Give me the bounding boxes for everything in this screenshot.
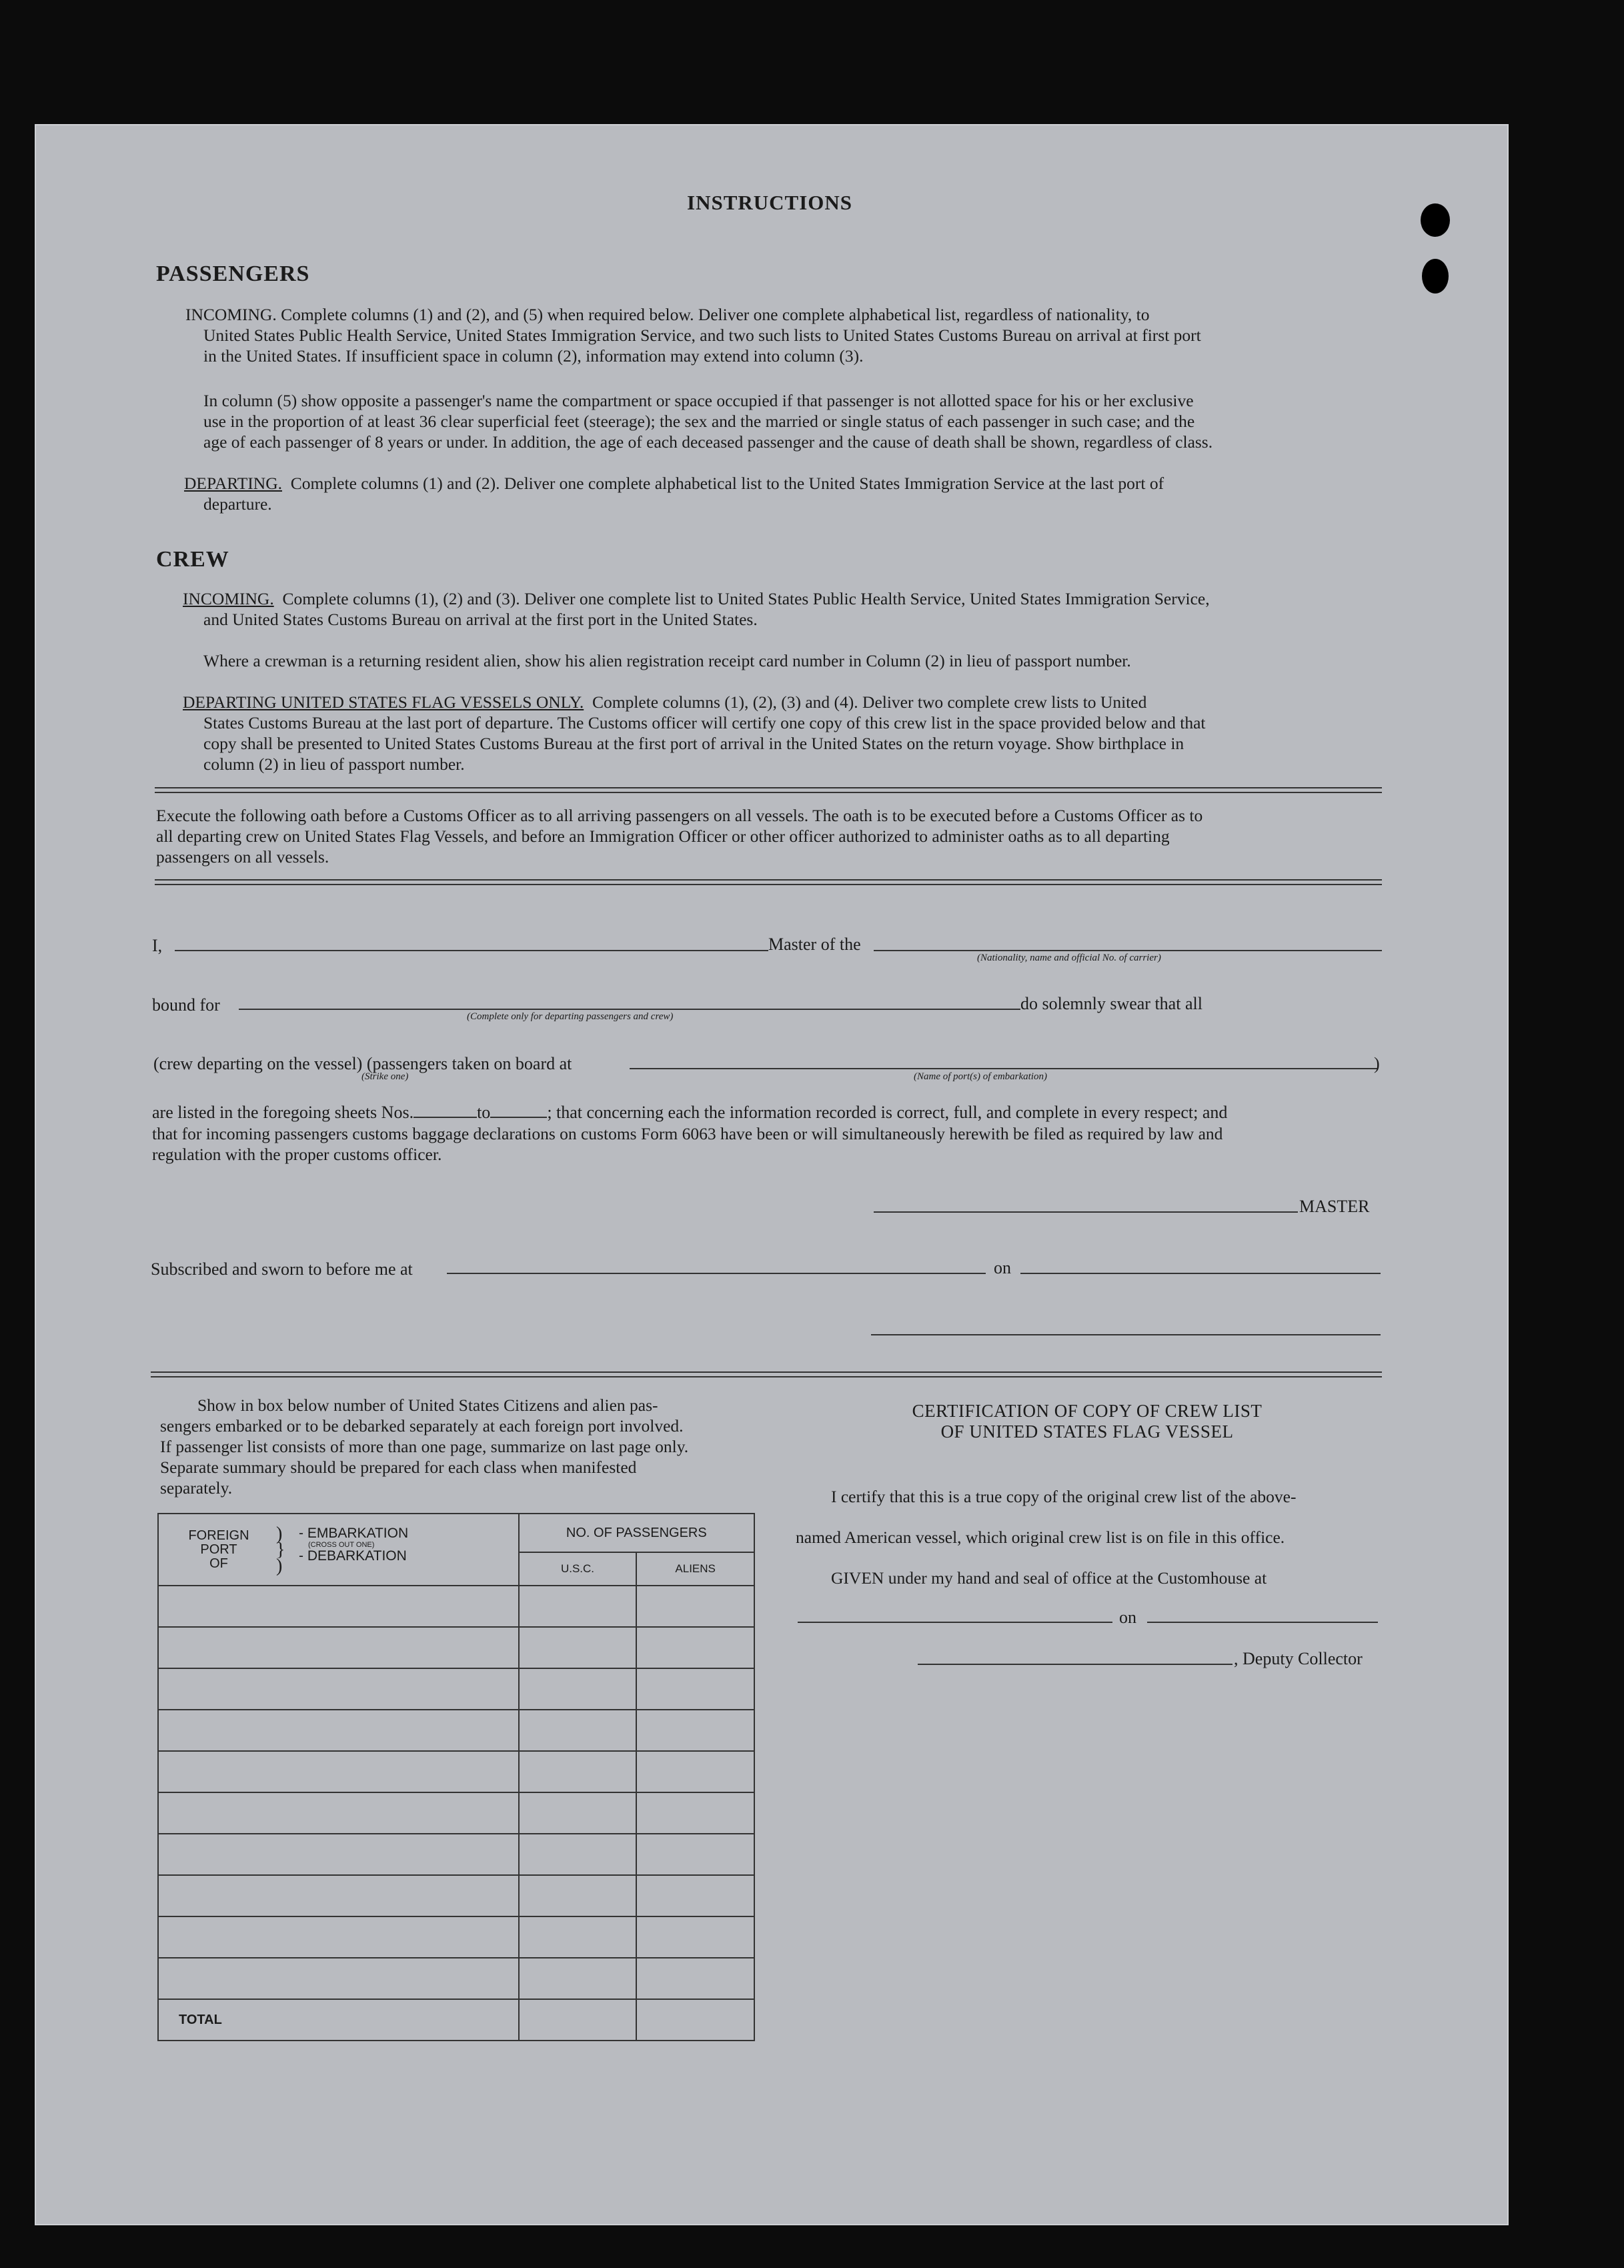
usc-cell[interactable] [519,1627,637,1668]
passenger-summary-table [157,1513,755,2041]
table-row [158,1668,754,1710]
port-cell[interactable] [158,1916,519,1958]
subscribed-date-field[interactable] [1020,1273,1381,1274]
foreign-port-of-header [179,1529,259,1571]
port-header-cell [158,1514,519,1586]
listed-line [152,1103,1383,1123]
summary-line5: separately. [160,1478,233,1498]
table-row [158,1792,754,1834]
swear-text: do solemnly swear that all [1020,994,1202,1013]
of-label: OF [209,1556,228,1571]
aliens-cell[interactable] [636,1751,754,1792]
crew-passengers-text: (crew departing on the vessel) (passengers taken on board at [153,1054,572,1073]
crew-departing-line2: States Customs Bureau at the last port of departure. The Customs officer will certify one copy of this crew list in the space provided below and that [203,713,1206,732]
usc-header: U.S.C. [519,1552,637,1586]
aliens-cell[interactable] [636,1710,754,1751]
divider-1 [155,787,1382,793]
customhouse-field[interactable] [798,1622,1112,1623]
table-row [158,1751,754,1792]
table-row [158,1958,754,1999]
master-name-field[interactable] [175,950,768,951]
aliens-cell[interactable] [636,1916,754,1958]
listed-rest: ; that concerning each the information recorded is correct, full, and complete in every respect; and [547,1103,1228,1122]
embarkation-ports-field[interactable] [630,1068,1378,1069]
certification-title-line2: OF UNITED STATES FLAG VESSEL [940,1422,1234,1442]
sheet-from-field[interactable] [414,1105,477,1118]
debarkation-label: - DEBARKATION [299,1548,407,1564]
oath-line3: regulation with the proper customs officer. [152,1145,442,1164]
summary-line4: Separate summary should be prepared for each class when manifested [160,1458,637,1477]
aliens-header: ALIENS [636,1552,754,1586]
master-of-the-label: Master of the [768,935,861,954]
usc-cell[interactable] [519,1792,637,1834]
port-cell[interactable] [158,1710,519,1751]
port-cell[interactable] [158,1834,519,1875]
usc-cell[interactable] [519,1916,637,1958]
crew-departing-line1: Complete columns (1), (2), (3) and (4). Deliver two complete crew lists to United [592,692,1147,712]
passengers-heading: PASSENGERS [156,261,310,286]
col5-line3: age of each passenger of 8 years or under. In addition, the age of each deceased passenger and the cause of death shall be shown, regardless of class. [203,432,1213,452]
passengers-departing-line2: departure. [203,494,272,514]
table-row [158,1834,754,1875]
total-aliens-cell[interactable] [636,1999,754,2041]
summary-line3: If passenger list consists of more than one page, summarize on last page only. [160,1437,689,1456]
port-label: PORT [200,1542,237,1557]
crew-incoming-line2: and United States Customs Bureau on arrival at the first port in the United States. [203,610,758,629]
foreign-label: FOREIGN [188,1528,249,1543]
subscribed-label: Subscribed and sworn to before me at [151,1259,413,1279]
embark-debark-labels [299,1526,408,1564]
col5-line2: use in the proportion of at least 36 clear superficial feet (steerage); the sex and the married or single status of each passenger in such case; and the [203,412,1195,431]
officer-signature-field[interactable] [871,1334,1381,1335]
certification-line2: named American vessel, which original crew list is on file in this office. [796,1528,1285,1547]
cross-out-note: (CROSS OUT ONE) [308,1541,375,1549]
usc-cell[interactable] [519,1710,637,1751]
port-cell[interactable] [158,1875,519,1916]
listed-start: are listed in the foregoing sheets Nos. [152,1103,414,1122]
table-row [158,1710,754,1751]
usc-cell[interactable] [519,1958,637,1999]
aliens-cell[interactable] [636,1875,754,1916]
punch-hole-top [1421,203,1450,237]
port-cell[interactable] [158,1792,519,1834]
usc-cell[interactable] [519,1875,637,1916]
sheet-to-field[interactable] [490,1105,547,1118]
oath-i: I, [152,936,163,955]
oath-intro-line2: all departing crew on United States Flag Vessels, and before an Immigration Officer or other officer authorized to administer oaths as to all departing [156,826,1170,846]
deputy-collector-label: , Deputy Collector [1234,1649,1363,1668]
table-row [158,1627,754,1668]
brace-glyph: ) } ) [276,1524,285,1576]
table-row [158,1916,754,1958]
crew-departing-line3: copy shall be presented to United States Customs Bureau at the first port of arrival in the United States on the return voyage. Show birthplace in [203,734,1184,753]
passengers-incoming-label: INCOMING. [185,305,277,324]
passengers-incoming-line2: United States Public Health Service, United States Immigration Service, and two such lists to United States Customs Bureau on arrival at first port [203,326,1201,345]
oath-line2: that for incoming passengers customs baggage declarations on customs Form 6063 have been or will simultaneously herewith be filed as required by law and [152,1124,1223,1143]
divider-3 [151,1371,1382,1377]
master-label: MASTER [1299,1197,1370,1216]
crew-departing [183,692,1386,712]
certification-line1: I certify that this is a true copy of the original crew list of the above- [831,1487,1297,1506]
usc-cell[interactable] [519,1668,637,1710]
port-cell[interactable] [158,1958,519,1999]
ports-note: (Name of port(s) of embarkation) [914,1071,1047,1082]
crew-incoming-line1: Complete columns (1), (2) and (3). Deliver one complete list to United States Public Health Service, United States Immigration Service, [282,589,1210,608]
passengers-incoming-line3: in the United States. If insufficient space in column (2), information may extend into column (3). [203,346,864,366]
aliens-cell[interactable] [636,1668,754,1710]
port-cell[interactable] [158,1586,519,1627]
usc-cell[interactable] [519,1751,637,1792]
aliens-cell[interactable] [636,1792,754,1834]
close-paren: ) [1374,1054,1380,1073]
total-row [158,1999,754,2041]
crew-incoming-label: INCOMING. [183,589,274,608]
passengers-departing-label: DEPARTING. [184,474,282,493]
bound-for-field[interactable] [239,1009,1020,1010]
col5-line1: In column (5) show opposite a passenger's name the compartment or space occupied if that passenger is not allotted space for his or her exclusive [203,391,1194,410]
passengers-incoming [185,304,1386,325]
port-cell[interactable] [158,1627,519,1668]
subscribed-on-label: on [994,1258,1011,1277]
crew-heading: CREW [156,547,229,572]
carrier-field[interactable] [874,950,1382,951]
listed-to: to [477,1103,491,1122]
aliens-cell[interactable] [636,1834,754,1875]
crew-incoming [183,588,1386,609]
summary-line1: Show in box below number of United States Citizens and alien pas- [197,1395,658,1415]
complete-only-note: (Complete only for departing passengers and crew) [467,1011,674,1022]
aliens-cell[interactable] [636,1627,754,1668]
nationality-note: (Nationality, name and official No. of carrier) [977,953,1161,963]
no-passengers-header: NO. OF PASSENGERS [519,1514,754,1552]
crew-resident-alien: Where a crewman is a returning resident alien, show his alien registration receipt card number in Column (2) in lieu of passport number. [203,651,1131,670]
total-usc-cell[interactable] [519,1999,637,2041]
oath-intro-line3: passengers on all vessels. [156,847,329,867]
embarkation-label: - EMBARKATION [299,1526,409,1541]
crew-departing-label: DEPARTING UNITED STATES FLAG VESSELS ONLY. [183,692,584,712]
passengers-incoming-line1: Complete columns (1) and (2), and (5) when required below. Deliver one complete alphabetical list, regardless of nationality, to [281,305,1150,324]
total-label: TOTAL [158,1999,519,2041]
certification-title-line1: CERTIFICATION OF COPY OF CREW LIST [912,1401,1263,1421]
passengers-departing-line1: Complete columns (1) and (2). Deliver one complete alphabetical list to the United States Immigration Service at the last port of [290,474,1164,493]
deputy-collector-signature-field[interactable] [918,1664,1233,1665]
aliens-cell[interactable] [636,1586,754,1627]
table-row [158,1875,754,1916]
port-cell[interactable] [158,1751,519,1792]
aliens-cell[interactable] [636,1958,754,1999]
crew-departing-line4: column (2) in lieu of passport number. [203,754,465,774]
port-cell[interactable] [158,1668,519,1710]
summary-line2: sengers embarked or to be debarked separately at each foreign port involved. [160,1416,684,1436]
punch-hole-bottom [1422,259,1449,294]
certification-date-field[interactable] [1147,1622,1378,1623]
passengers-departing [184,473,1386,494]
table-row [158,1586,754,1627]
master-signature-field[interactable] [874,1211,1298,1213]
usc-cell[interactable] [519,1586,637,1627]
strike-one-note: (Strike one) [361,1071,409,1082]
instructions-title: INSTRUCTIONS [687,191,853,214]
oath-intro-line1: Execute the following oath before a Customs Officer as to all arriving passengers on all vessels. The oath is to be executed before a Customs Officer as to [156,806,1203,825]
usc-cell[interactable] [519,1834,637,1875]
certification-title [787,1401,1387,1442]
divider-2 [155,879,1382,885]
subscribed-place-field[interactable] [447,1273,986,1274]
certification-on-label: on [1119,1608,1136,1627]
certification-line3: GIVEN under my hand and seal of office at the Customhouse at [831,1568,1267,1588]
bound-for-label: bound for [152,995,220,1015]
